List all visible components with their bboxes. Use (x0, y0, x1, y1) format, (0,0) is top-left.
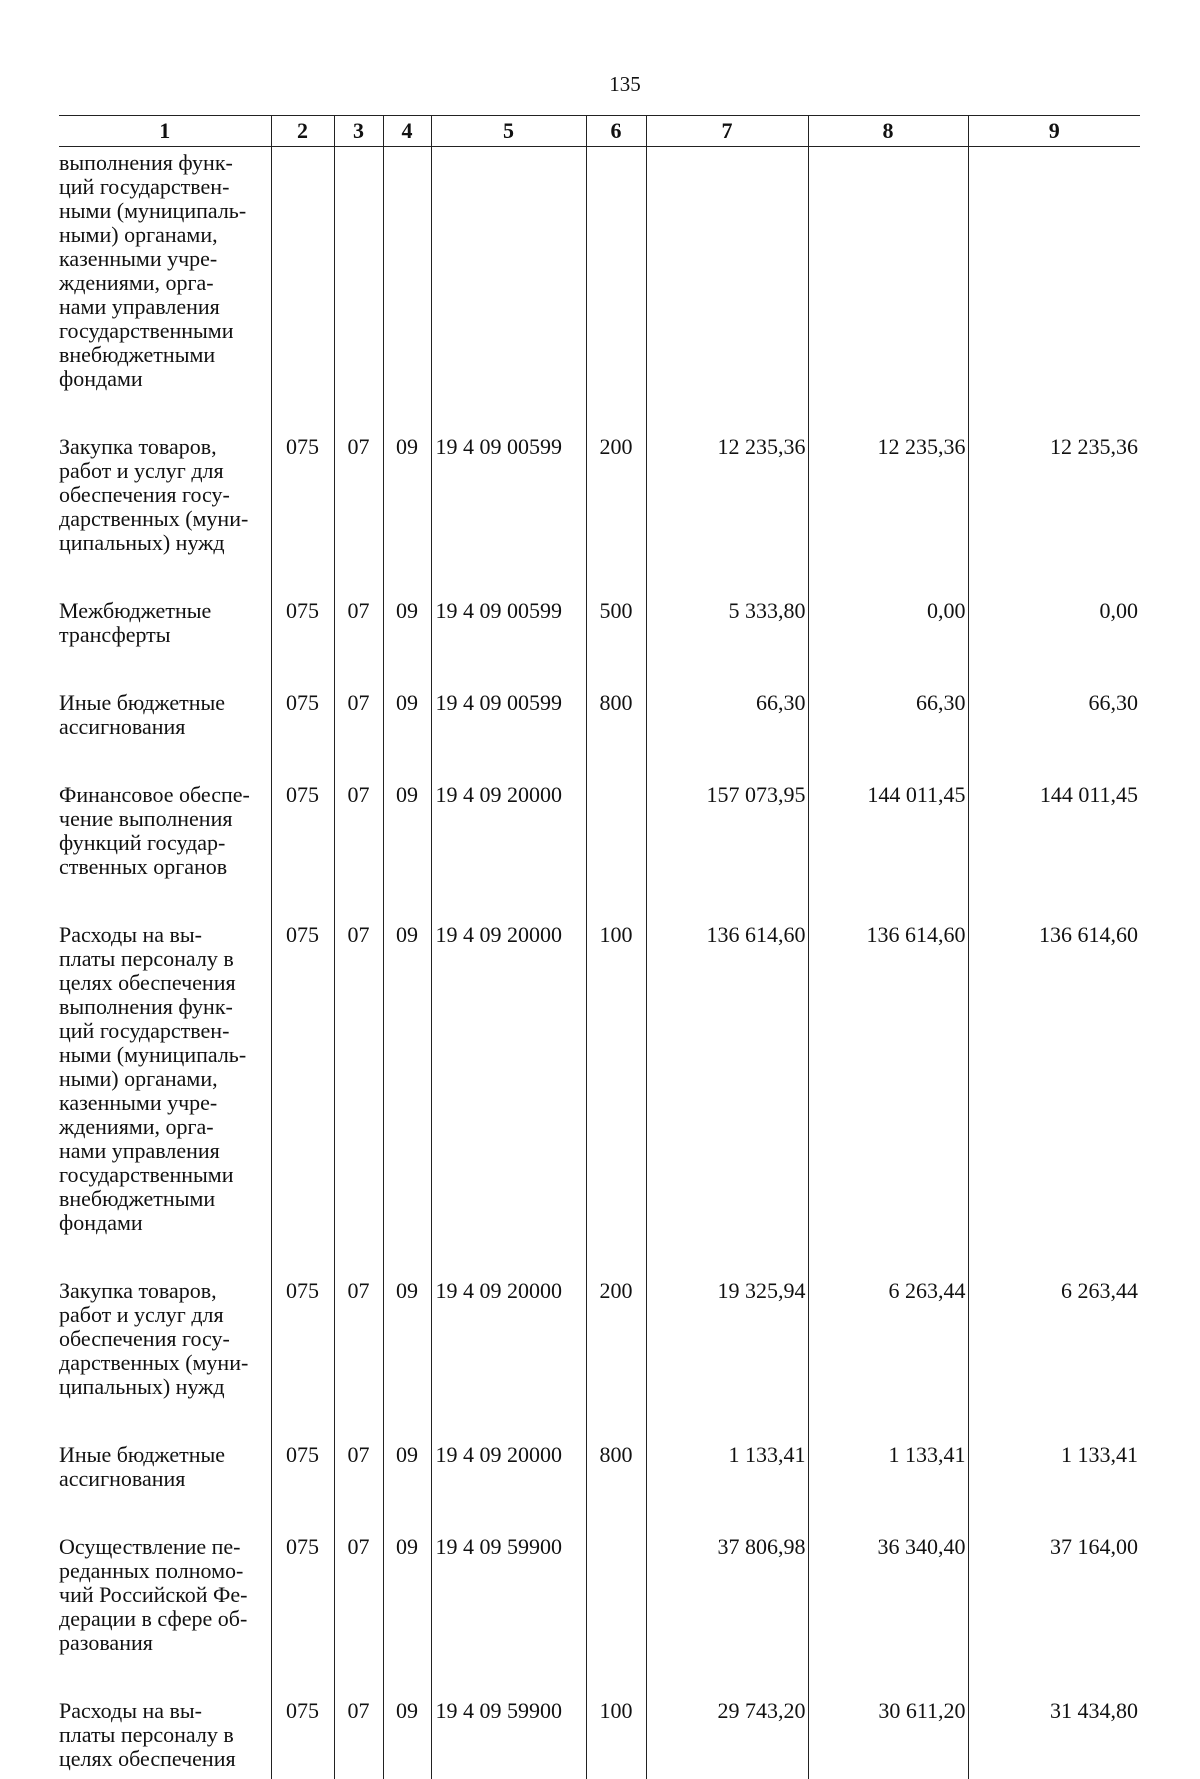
row-grbs: 075 (271, 595, 334, 687)
row-target-article: 19 4 09 00599 (431, 687, 586, 779)
row-expense-type: 100 (586, 919, 646, 1275)
row-name: Расходы на вы- платы персоналу в целях обеспечения (59, 1698, 236, 1771)
row-amount-col8: 0,00 (808, 595, 968, 687)
row-amount-col7: 66,30 (646, 687, 808, 779)
row-section: 07 (334, 687, 383, 779)
budget-table (59, 115, 1140, 1779)
row-grbs: 075 (271, 1439, 334, 1531)
row-subsection: 09 (383, 779, 431, 919)
row-amount-col8: 66,30 (808, 687, 968, 779)
header-col-3: 3 (334, 116, 383, 147)
row-expense-type (586, 779, 646, 919)
row-expense-type: 800 (586, 1439, 646, 1531)
row-grbs: 075 (271, 1275, 334, 1439)
row-expense-type (586, 147, 646, 432)
row-amount-col8: 30 611,20 (808, 1695, 968, 1779)
header-col-7: 7 (646, 116, 808, 147)
row-grbs: 075 (271, 919, 334, 1275)
table-row (59, 147, 1140, 432)
row-name: Закупка товаров, работ и услуг для обеспечения госу- дарственных (муни- ципальных) нужд (59, 434, 249, 555)
row-amount-col8: 6 263,44 (808, 1275, 968, 1439)
row-grbs: 075 (271, 779, 334, 919)
row-amount-col7: 37 806,98 (646, 1531, 808, 1695)
row-subsection (383, 147, 431, 432)
row-expense-type: 200 (586, 1275, 646, 1439)
row-subsection: 09 (383, 431, 431, 595)
row-subsection: 09 (383, 595, 431, 687)
table-row (59, 1275, 1140, 1439)
row-expense-type: 200 (586, 431, 646, 595)
row-grbs: 075 (271, 687, 334, 779)
row-name: Межбюджетные трансферты (59, 598, 212, 647)
row-amount-col8 (808, 147, 968, 432)
row-grbs: 075 (271, 1531, 334, 1695)
row-name: выполнения функ- ций государствен- ными (муниципаль- ными) органами, казенными учре- ждениями, орга- нами управления государственными внебюджетными фондами (59, 150, 247, 391)
row-amount-col7 (646, 147, 808, 432)
row-amount-col9: 31 434,80 (968, 1695, 1140, 1779)
table-row (59, 687, 1140, 779)
header-col-2: 2 (271, 116, 334, 147)
row-amount-col9: 144 011,45 (968, 779, 1140, 919)
row-target-article: 19 4 09 59900 (431, 1695, 586, 1779)
header-col-6: 6 (586, 116, 646, 147)
row-expense-type: 500 (586, 595, 646, 687)
row-amount-col9: 0,00 (968, 595, 1140, 687)
row-amount-col9: 37 164,00 (968, 1531, 1140, 1695)
table-header-row (59, 116, 1140, 147)
row-expense-type (586, 1531, 646, 1695)
header-col-1: 1 (59, 116, 271, 147)
row-expense-type: 100 (586, 1695, 646, 1779)
row-name: Иные бюджетные ассигнования (59, 1442, 226, 1491)
row-subsection: 09 (383, 1695, 431, 1779)
row-amount-col9: 12 235,36 (968, 431, 1140, 595)
header-col-9: 9 (968, 116, 1140, 147)
header-col-4: 4 (383, 116, 431, 147)
row-amount-col9: 6 263,44 (968, 1275, 1140, 1439)
row-amount-col8: 36 340,40 (808, 1531, 968, 1695)
row-section: 07 (334, 1439, 383, 1531)
row-expense-type: 800 (586, 687, 646, 779)
row-amount-col8: 144 011,45 (808, 779, 968, 919)
row-amount-col9: 1 133,41 (968, 1439, 1140, 1531)
row-name: Закупка товаров, работ и услуг для обеспечения госу- дарственных (муни- ципальных) нужд (59, 1278, 249, 1399)
row-amount-col7: 1 133,41 (646, 1439, 808, 1531)
table-row (59, 1531, 1140, 1695)
row-amount-col8: 1 133,41 (808, 1439, 968, 1531)
row-section: 07 (334, 1695, 383, 1779)
row-section: 07 (334, 595, 383, 687)
row-target-article: 19 4 09 20000 (431, 919, 586, 1275)
row-amount-col7: 12 235,36 (646, 431, 808, 595)
table-row (59, 1695, 1140, 1779)
row-amount-col8: 12 235,36 (808, 431, 968, 595)
row-target-article: 19 4 09 59900 (431, 1531, 586, 1695)
table-row (59, 779, 1140, 919)
row-target-article: 19 4 09 20000 (431, 1275, 586, 1439)
table-row (59, 1439, 1140, 1531)
row-target-article: 19 4 09 00599 (431, 595, 586, 687)
page-number: 135 (609, 72, 641, 96)
header-col-8: 8 (808, 116, 968, 147)
header-col-5: 5 (431, 116, 586, 147)
table-row (59, 431, 1140, 595)
row-section (334, 147, 383, 432)
row-subsection: 09 (383, 1439, 431, 1531)
row-amount-col7: 19 325,94 (646, 1275, 808, 1439)
row-target-article: 19 4 09 20000 (431, 1439, 586, 1531)
row-section: 07 (334, 919, 383, 1275)
row-section: 07 (334, 1531, 383, 1695)
row-name: Финансовое обеспе- чение выполнения функций государ- ственных органов (59, 782, 250, 879)
row-section: 07 (334, 1275, 383, 1439)
row-target-article: 19 4 09 00599 (431, 431, 586, 595)
row-amount-col9: 136 614,60 (968, 919, 1140, 1275)
row-subsection: 09 (383, 1531, 431, 1695)
row-amount-col9 (968, 147, 1140, 432)
row-subsection: 09 (383, 1275, 431, 1439)
row-amount-col7: 157 073,95 (646, 779, 808, 919)
row-name: Иные бюджетные ассигнования (59, 690, 226, 739)
row-amount-col9: 66,30 (968, 687, 1140, 779)
row-subsection: 09 (383, 919, 431, 1275)
row-amount-col7: 29 743,20 (646, 1695, 808, 1779)
row-subsection: 09 (383, 687, 431, 779)
row-section: 07 (334, 779, 383, 919)
table-row (59, 919, 1140, 1275)
row-name: Расходы на вы- платы персоналу в целях обеспечения выполнения функ- ций государствен- ными (муниципаль- ными) органами, казенными учре- ждениями, орга- нами управления государственными внебюджетными фондами (59, 922, 247, 1235)
row-target-article (431, 147, 586, 432)
table-row (59, 595, 1140, 687)
row-grbs: 075 (271, 431, 334, 595)
row-amount-col8: 136 614,60 (808, 919, 968, 1275)
row-section: 07 (334, 431, 383, 595)
row-target-article: 19 4 09 20000 (431, 779, 586, 919)
row-amount-col7: 136 614,60 (646, 919, 808, 1275)
row-grbs: 075 (271, 1695, 334, 1779)
row-amount-col7: 5 333,80 (646, 595, 808, 687)
row-name: Осуществление пе- реданных полномо- чий Российской Фе- дерации в сфере об- разования (59, 1534, 248, 1655)
row-grbs (271, 147, 334, 432)
